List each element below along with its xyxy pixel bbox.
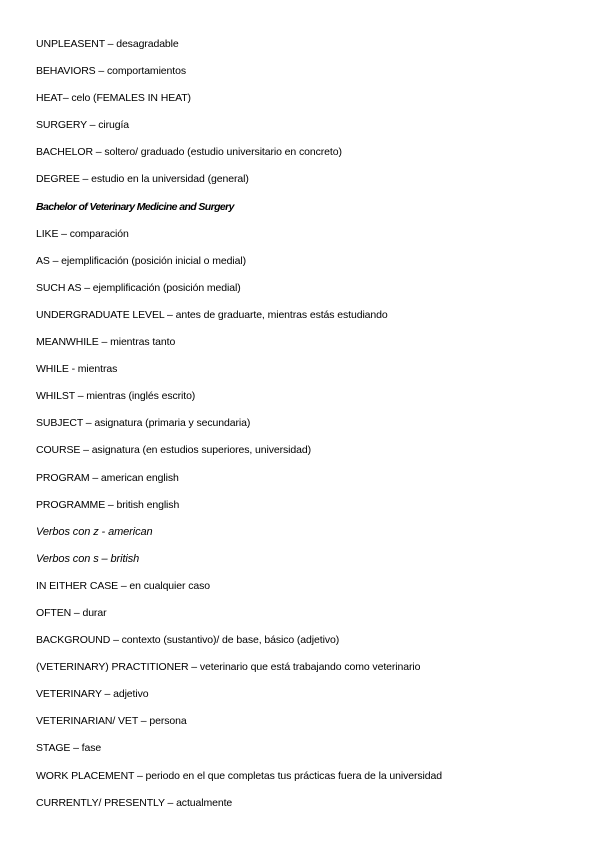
- vocabulary-line: SUBJECT – asignatura (primaria y secundaria): [36, 417, 251, 430]
- vocabulary-line: UNPLEASENT – desagradable: [36, 38, 179, 50]
- vocabulary-line: PROGRAM – american english: [36, 471, 179, 484]
- vocabulary-line: LIKE – comparación: [36, 227, 129, 240]
- vocabulary-line: (VETERINARY) PRACTITIONER – veterinario que está trabajando como veterinario: [36, 661, 421, 674]
- vocabulary-line: HEAT– celo (FEMALES IN HEAT): [36, 92, 191, 105]
- vocabulary-list: [36, 36, 576, 822]
- vocabulary-line: WHILE - mientras: [36, 363, 118, 376]
- vocabulary-line: DEGREE – estudio en la universidad (general): [36, 173, 249, 186]
- vocabulary-line: Bachelor of Veterinary Medicine and Surgery: [36, 200, 234, 213]
- vocabulary-line: CURRENTLY/ PRESENTLY – actualmente: [36, 796, 233, 809]
- vocabulary-line: IN EITHER CASE – en cualquier caso: [36, 579, 211, 592]
- vocabulary-line: AS – ejemplificación (posición inicial o medial): [36, 254, 246, 267]
- vocabulary-line: Verbos con s – british: [36, 552, 140, 565]
- vocabulary-line: Verbos con z - american: [36, 525, 153, 538]
- vocabulary-line: UNDERGRADUATE LEVEL – antes de graduarte, mientras estás estudiando: [36, 308, 388, 321]
- vocabulary-line: PROGRAMME – british english: [36, 498, 180, 511]
- vocabulary-line: BEHAVIORS – comportamientos: [36, 65, 186, 78]
- vocabulary-line: BACKGROUND – contexto (sustantivo)/ de base, básico (adjetivo): [36, 634, 340, 647]
- vocabulary-line: BACHELOR – soltero/ graduado (estudio universitario en concreto): [36, 146, 342, 159]
- vocabulary-line: COURSE – asignatura (en estudios superiores, universidad): [36, 444, 312, 457]
- vocabulary-line: WHILST – mientras (inglés escrito): [36, 390, 196, 403]
- vocabulary-line: SUCH AS – ejemplificación (posición medial): [36, 281, 241, 294]
- vocabulary-line: VETERINARIAN/ VET – persona: [36, 715, 187, 728]
- vocabulary-line: MEANWHILE – mientras tanto: [36, 336, 176, 349]
- vocabulary-line: SURGERY – cirugía: [36, 119, 130, 132]
- vocabulary-line: WORK PLACEMENT – periodo en el que completas tus prácticas fuera de la universidad: [36, 769, 442, 782]
- vocabulary-line: STAGE – fase: [36, 742, 102, 755]
- vocabulary-line: OFTEN – durar: [36, 606, 107, 619]
- vocabulary-line: VETERINARY – adjetivo: [36, 688, 149, 701]
